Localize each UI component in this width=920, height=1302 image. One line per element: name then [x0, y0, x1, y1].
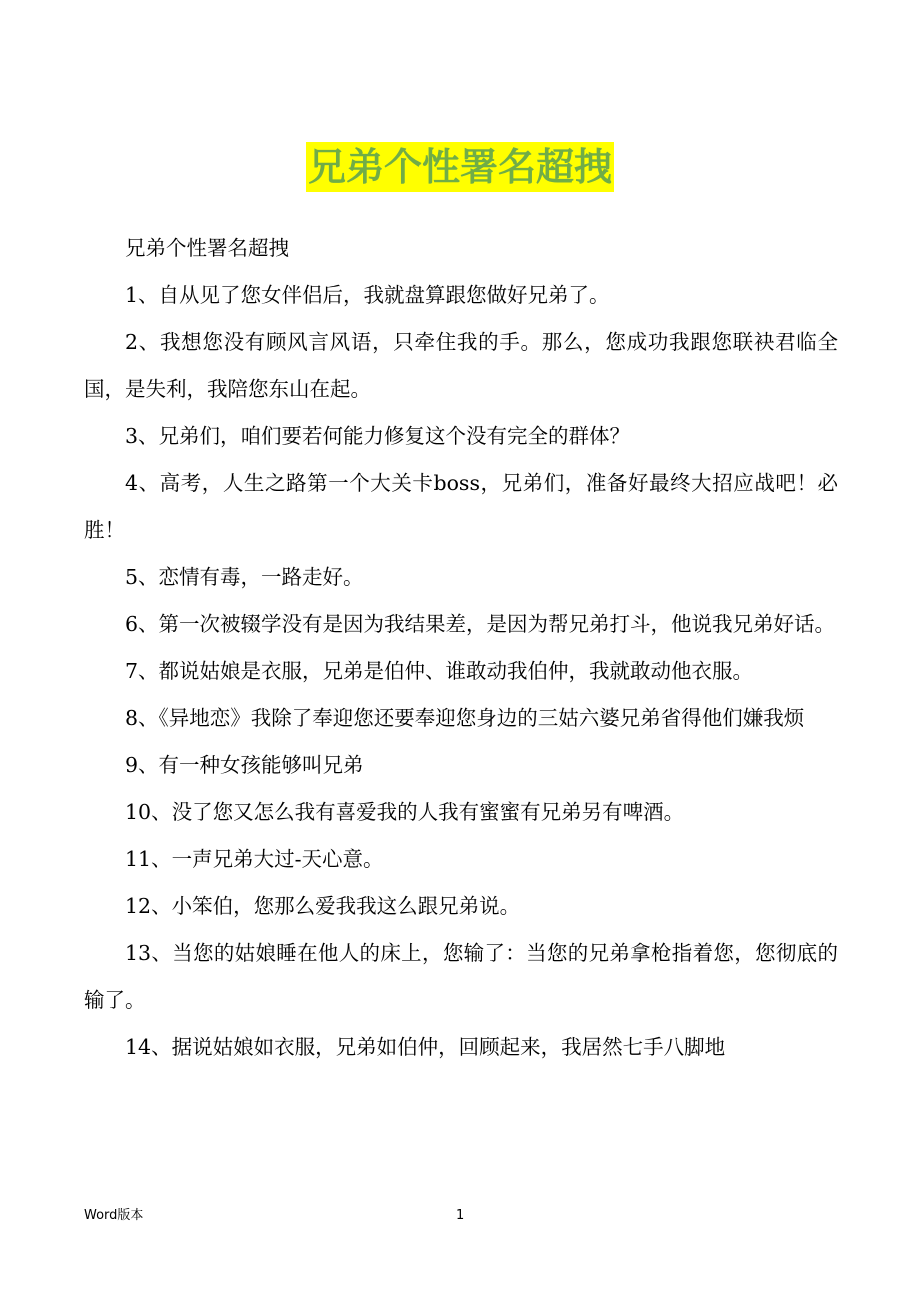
paragraph: 6、第一次被辍学没有是因为我结果差，是因为帮兄弟打斗，他说我兄弟好话。 [125, 612, 836, 636]
paragraph: 8、《异地恋》我除了奉迎您还要奉迎您身边的三姑六婆兄弟省得他们嫌我烦 [125, 706, 805, 730]
paragraph: 9、有一种女孩能够叫兄弟 [125, 753, 364, 777]
paragraph: 7、都说姑娘是衣服，兄弟是伯仲、谁敢动我伯仲，我就敢动他衣服。 [125, 659, 754, 683]
paragraph: 13、当您的姑娘睡在他人的床上，您输了：当您的兄弟拿枪指着您，您彻底的输了。 [84, 941, 838, 1012]
paragraph: 5、恋情有毒，一路走好。 [125, 565, 364, 589]
paragraph: 1、自从见了您女伴侣后，我就盘算跟您做好兄弟了。 [125, 283, 610, 307]
paragraph: 11、一声兄弟大过-天心意。 [125, 847, 384, 871]
paragraph: 10、没了您又怎么我有喜爱我的人我有蜜蜜有兄弟另有啤酒。 [125, 800, 685, 824]
paragraph: 3、兄弟们，咱们要若何能力修复这个没有完全的群体？ [125, 424, 631, 448]
paragraph: 14、据说姑娘如衣服，兄弟如伯仲，回顾起来，我居然七手八脚地 [125, 1035, 726, 1059]
page-number: 1 [456, 1208, 465, 1223]
paragraph: 4、高考，人生之路第一个大关卡boss，兄弟们，准备好最终大招应战吧！必胜！ [84, 471, 838, 542]
document-title: 兄弟个性署名超拽 [306, 142, 614, 192]
paragraph: 2、我想您没有顾风言风语，只牵住我的手。那么，您成功我跟您联袂君临全国，是失利，我陪您东山在起。 [84, 330, 838, 401]
title-area [0, 142, 920, 192]
footer-label: Word版本 [84, 1208, 144, 1223]
paragraph: 兄弟个性署名超拽 [125, 236, 289, 260]
document-body [84, 225, 838, 1071]
paragraph: 12、小笨伯，您那么爱我我这么跟兄弟说。 [125, 894, 521, 918]
